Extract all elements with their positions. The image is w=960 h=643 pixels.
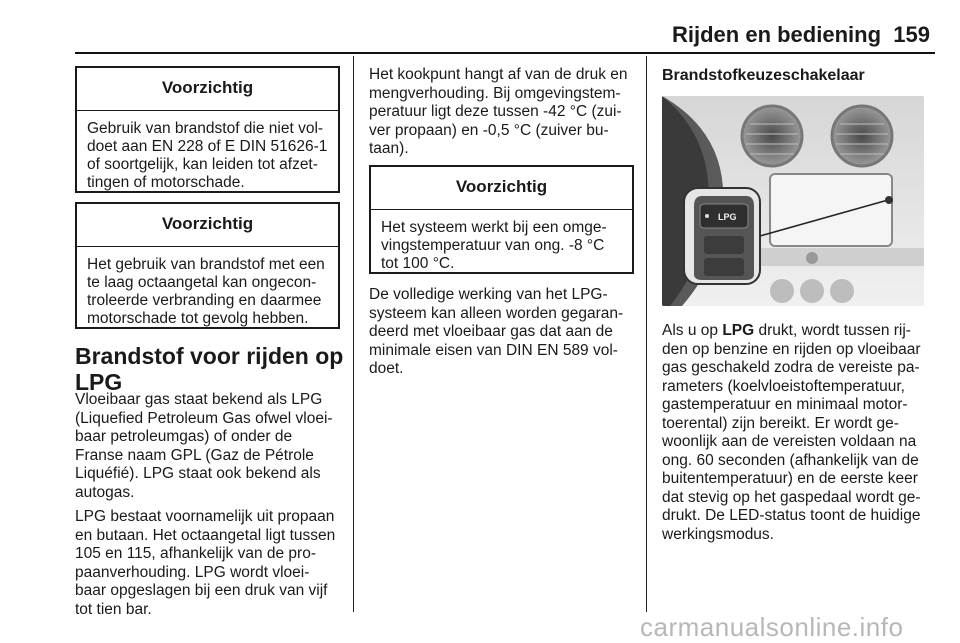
warning-body	[77, 247, 338, 336]
text-line: minimale eisen van DIN EN 589 vol-	[369, 341, 618, 359]
text-line: Liquéfié). LPG staat ook bekend als	[75, 465, 321, 482]
page-header	[650, 22, 930, 48]
text-line: Het gebruik van brandstof met een	[87, 256, 325, 273]
column-divider-2	[646, 56, 647, 612]
text-line: den op benzine en rijden op vloeibaar	[662, 340, 921, 358]
text-line: doet aan EN 228 of E DIN 51626-1	[87, 138, 328, 155]
dashboard-illustration	[662, 96, 924, 306]
text-line	[662, 322, 934, 341]
text-line: LPG bestaat voornamelijk uit propaan	[75, 508, 335, 525]
subheading-fuel-selector: Brandstofkeuzeschakelaar	[662, 67, 865, 84]
text-line: ong. 60 seconden (afhankelijk van de	[662, 451, 919, 469]
paragraph-lpg-composition	[75, 508, 350, 619]
text-line: werkingsmodus.	[662, 525, 774, 543]
text-line: taan).	[369, 140, 409, 157]
warning-body	[371, 210, 632, 281]
text-line: De volledige werking van het LPG-	[369, 286, 608, 303]
warning-box-fuel-standard	[75, 66, 340, 193]
lpg-keyword: LPG	[722, 322, 755, 339]
text-line: Het kookpunt hangt af van de druk en	[369, 66, 628, 83]
column1-body	[75, 391, 350, 625]
text-fragment: Als u op	[662, 322, 723, 339]
text-line: tot 100 °C.	[381, 255, 455, 272]
text-line: baar petroleumgas) of onder de	[75, 428, 293, 445]
text-line: en butaan. Het octaangetal ligt tussen	[75, 526, 336, 544]
column2-top	[369, 66, 639, 165]
text-line: Vloeibaar gas staat bekend als LPG	[75, 391, 323, 408]
text-line: troleerde verbranding en daarmee	[87, 292, 322, 309]
text-line: vingstemperatuur van ong. -8 °C	[381, 237, 605, 254]
text-line: ver propaan) en -0,5 °C (zuiver bu-	[369, 121, 609, 139]
text-line: 105 en 115, afhankelijk van de pro-	[75, 545, 316, 562]
text-line: tingen of motorschade.	[87, 174, 245, 191]
warning-body	[77, 111, 338, 200]
air-vent-right	[832, 106, 892, 166]
text-fragment: drukt, wordt tussen rij-	[754, 322, 911, 339]
warning-title: Voorzichtig	[77, 204, 338, 247]
text-line: (Liquefied Petroleum Gas ofwel vloei-	[75, 409, 333, 427]
text-line: gastemperatuur en minimaal motor-	[662, 396, 908, 413]
warning-title: Voorzichtig	[77, 68, 338, 111]
text-line: te laag octaangetal kan ongecon-	[87, 274, 317, 291]
paragraph-full-operation	[369, 286, 641, 379]
text-line: buitentemperatuur) en de eerste keer	[662, 470, 918, 487]
text-line: of soortgelijk, kan leiden tot afzet-	[87, 156, 318, 173]
text-line: Franse naam GPL (Gaz de Pétrole	[75, 446, 314, 464]
heading-line: LPG	[75, 369, 123, 395]
warning-title: Voorzichtig	[371, 167, 632, 210]
text-line: autogas.	[75, 483, 135, 501]
header-rule	[75, 52, 935, 54]
lpg-button-label: LPG	[718, 212, 737, 222]
text-line: toerental) zijn bereikt. Er wordt ge-	[662, 414, 899, 432]
text-line: Het systeem werkt bij een omge-	[381, 219, 607, 236]
text-line: deerd met vloeibaar gas dat aan de	[369, 323, 613, 340]
text-line: woonlijk aan de vereisten voldaan na	[662, 433, 917, 450]
text-line: mengverhouding. Bij omgevingstem-	[369, 84, 621, 102]
column-divider-1	[353, 56, 354, 612]
text-line: motorschade tot gevolg hebben.	[87, 310, 309, 327]
page-number: 159	[893, 22, 930, 47]
text-line: Gebruik van brandstof die niet vol-	[87, 120, 324, 137]
watermark: carmanualsonline.info	[640, 612, 904, 642]
text-line: rameters (koelvloeistoftemperatuur,	[662, 377, 905, 395]
text-line: systeem kan alleen worden gegaran-	[369, 304, 624, 322]
text-line: gas geschakeld zodra de vereiste pa-	[662, 359, 920, 376]
warning-box-octane	[75, 202, 340, 329]
text-line: tot tien bar.	[75, 600, 152, 618]
text-line: peratuur ligt deze tussen -42 °C (zui-	[369, 103, 622, 120]
paragraph-boiling-point	[369, 66, 639, 159]
text-line: paanverhouding. LPG wordt vloei-	[75, 563, 310, 581]
heading-line: Brandstof voor rijden op	[75, 343, 344, 369]
text-line: drukt. De LED-status toont de huidige	[662, 507, 921, 524]
dashboard-photo	[662, 96, 924, 306]
paragraph-lpg-switch	[662, 322, 934, 544]
warning-box-temperature	[369, 165, 634, 274]
infotainment-screen	[770, 174, 892, 246]
paragraph-lpg-definition	[75, 391, 350, 502]
text-line: dat stevig op het gaspedaal wordt ge-	[662, 488, 921, 506]
text-line: baar opgeslagen bij een druk van vijf	[75, 582, 328, 599]
section-heading-lpg	[75, 343, 345, 395]
text-line: doet.	[369, 360, 404, 377]
air-vent-left	[742, 106, 802, 166]
column2-bottom	[369, 286, 641, 385]
column3-body	[662, 322, 934, 550]
section-title: Rijden en bediening	[672, 22, 882, 47]
